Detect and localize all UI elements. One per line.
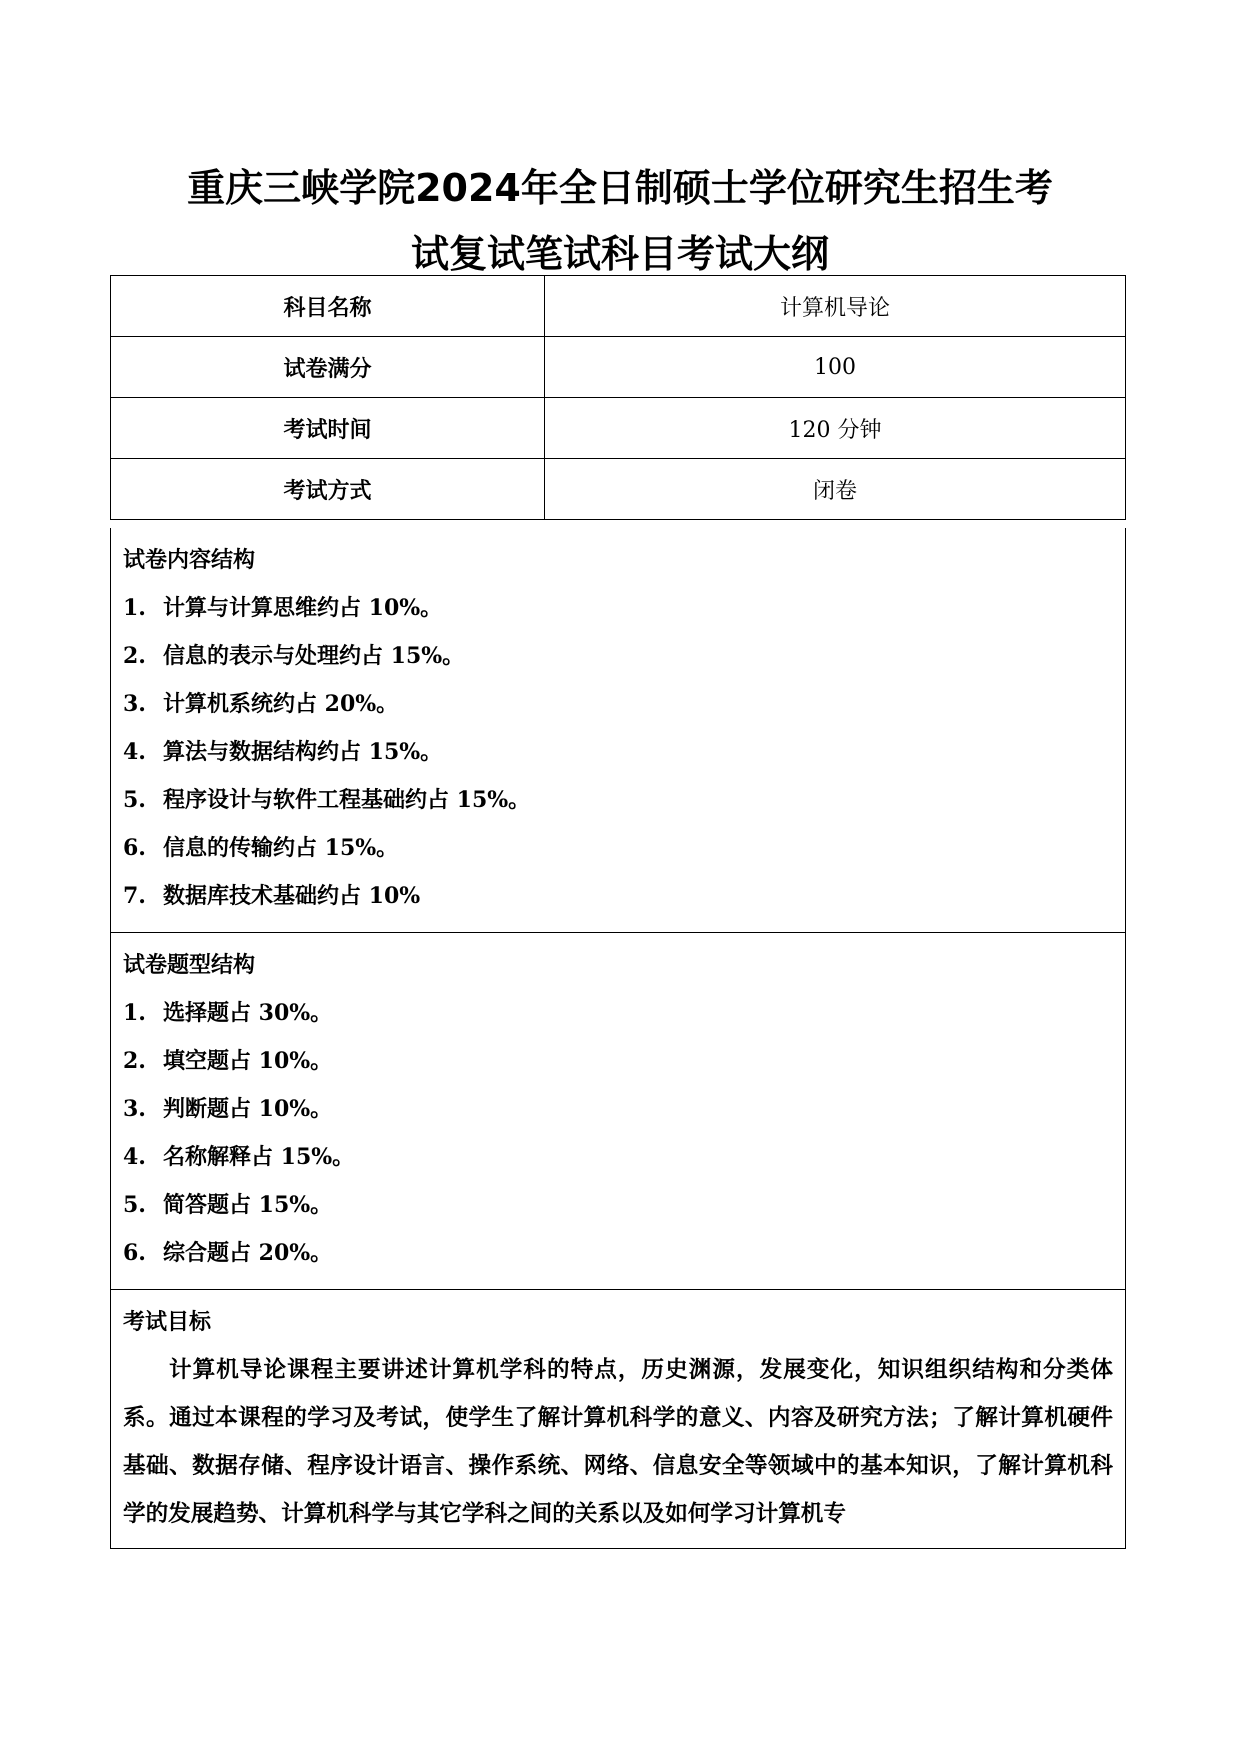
content-structure-section — [110, 528, 1126, 933]
item-text: 计算机系统约占 20%。 — [163, 691, 399, 717]
item-text: 综合题占 20%。 — [163, 1240, 333, 1266]
exam-goal-heading: 考试目标 — [123, 1309, 212, 1335]
table-row — [111, 398, 1126, 459]
list-item — [123, 1181, 1113, 1229]
table-row — [111, 337, 1126, 398]
table-row — [111, 459, 1126, 520]
item-text: 数据库技术基础约占 10% — [163, 883, 421, 909]
list-item — [123, 728, 1113, 776]
item-number: 3. — [123, 691, 146, 717]
list-item — [123, 872, 1113, 920]
item-text: 程序设计与软件工程基础约占 15%。 — [163, 787, 531, 813]
item-number: 1. — [123, 1000, 146, 1026]
item-text: 计算与计算思维约占 10%。 — [163, 595, 443, 621]
item-number: 2. — [123, 1048, 146, 1074]
content-structure-heading: 试卷内容结构 — [123, 547, 256, 573]
list-item — [123, 1229, 1113, 1277]
subject-name-label: 科目名称 — [111, 276, 545, 337]
list-item — [123, 1037, 1113, 1085]
list-item — [123, 1085, 1113, 1133]
list-item — [123, 1133, 1113, 1181]
full-score-value: 100 — [545, 337, 1126, 398]
item-number: 1. — [123, 595, 146, 621]
exam-mode-value: 闭卷 — [545, 459, 1126, 520]
item-text: 判断题占 10%。 — [163, 1096, 333, 1122]
item-text: 信息的传输约占 15%。 — [163, 835, 399, 861]
exam-mode-label: 考试方式 — [111, 459, 545, 520]
item-number: 2. — [123, 643, 146, 669]
question-structure-heading: 试卷题型结构 — [123, 952, 256, 978]
item-number: 6. — [123, 835, 146, 861]
item-text: 选择题占 30%。 — [163, 1000, 333, 1026]
item-number: 4. — [123, 739, 146, 765]
exam-time-label: 考试时间 — [111, 398, 545, 459]
item-number: 6. — [123, 1240, 146, 1266]
document-title-line-1: 重庆三峡学院2024年全日制硕士学位研究生招生考 — [187, 166, 1053, 210]
full-score-label: 试卷满分 — [111, 337, 545, 398]
item-number: 5. — [123, 787, 146, 813]
subject-info-table — [110, 275, 1126, 520]
list-item — [123, 632, 1113, 680]
item-number: 3. — [123, 1096, 146, 1122]
item-text: 算法与数据结构约占 15%。 — [163, 739, 443, 765]
item-text: 填空题占 10%。 — [163, 1048, 333, 1074]
table-row — [111, 276, 1126, 337]
list-item — [123, 989, 1113, 1037]
exam-time-value: 120 分钟 — [545, 398, 1126, 459]
list-item — [123, 680, 1113, 728]
exam-goal-section — [110, 1290, 1126, 1549]
item-text: 名称解释占 15%。 — [163, 1144, 355, 1170]
document-title-line-2: 试复试笔试科目考试大纲 — [410, 232, 829, 276]
list-item — [123, 584, 1113, 632]
item-text: 信息的表示与处理约占 15%。 — [163, 643, 465, 669]
item-number: 5. — [123, 1192, 146, 1218]
item-text: 简答题占 15%。 — [163, 1192, 333, 1218]
list-item — [123, 776, 1113, 824]
exam-goal-paragraph: 计算机导论课程主要讲述计算机学科的特点，历史渊源，发展变化，知识组织结构和分类体系。通过本课程的学习及考试，使学生了解计算机科学的意义、内容及研究方法；了解计算机硬件基础、数据存储、程序设计语言、操作系统、网络、信息安全等领域中的基本知识，了解计算机科学的发展趋势、计算机科学与其它学科之间的关系以及如何学习计算机专 — [123, 1357, 1113, 1527]
subject-name-value: 计算机导论 — [545, 276, 1126, 337]
list-item — [123, 824, 1113, 872]
question-structure-section — [110, 933, 1126, 1290]
item-number: 7. — [123, 883, 146, 909]
item-number: 4. — [123, 1144, 146, 1170]
